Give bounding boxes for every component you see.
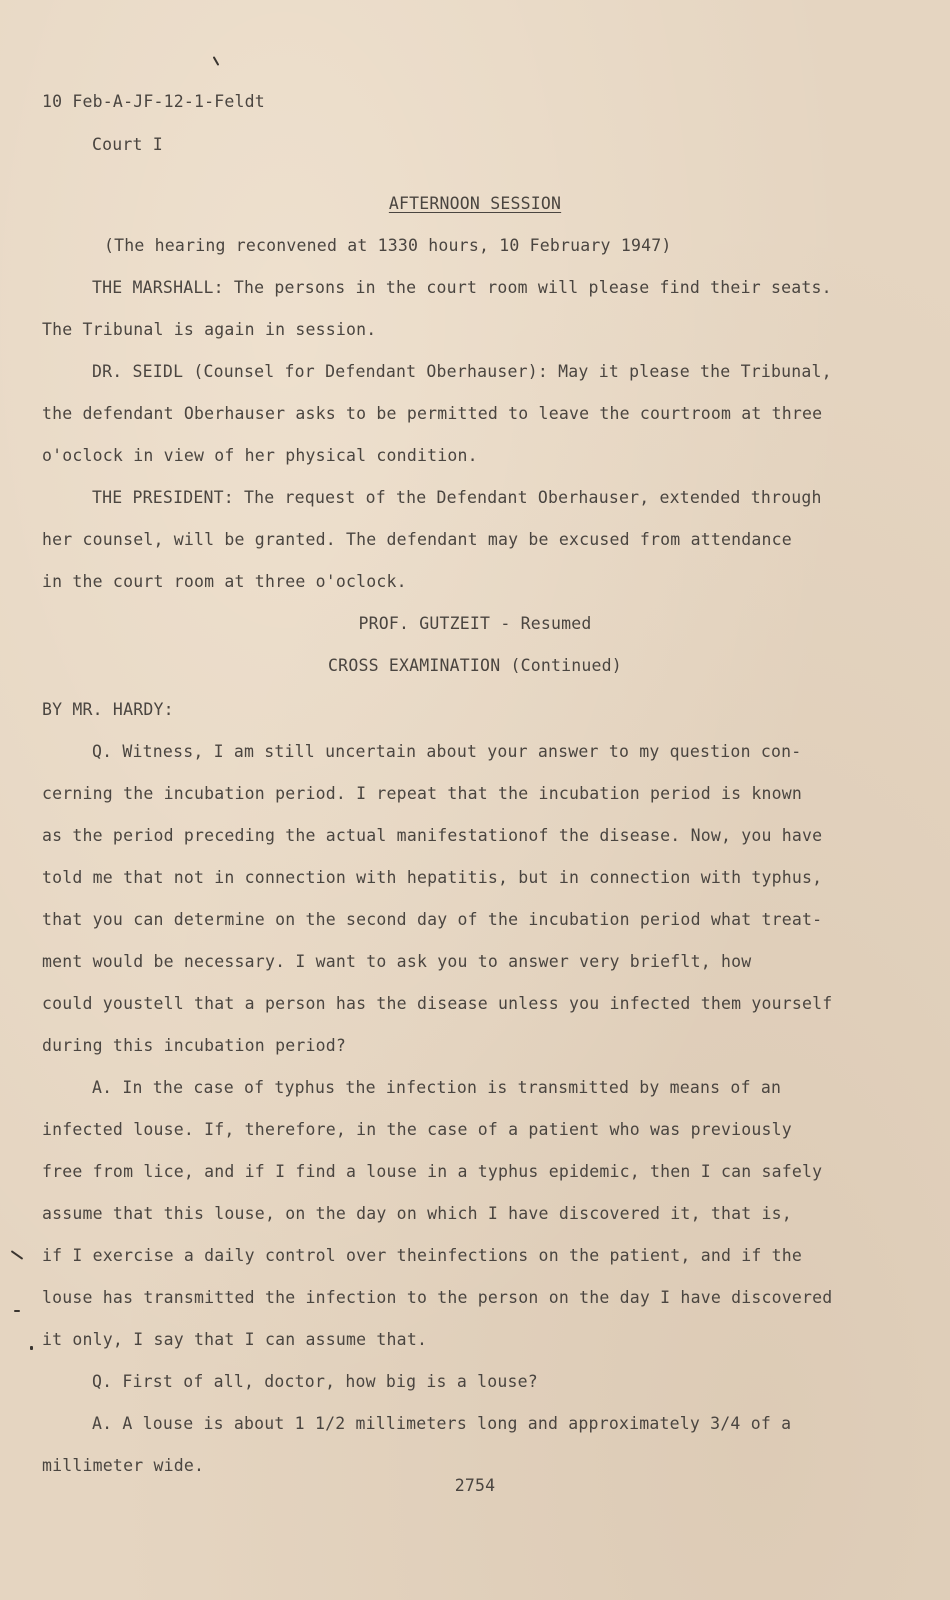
text-line: o'oclock in view of her physical condition. [42, 446, 478, 465]
text-line: A. A louse is about 1 1/2 millimeters long and approximately 3/4 of a [92, 1414, 792, 1433]
page-number: 2754 [454, 1476, 496, 1495]
examiner-label: BY MR. HARDY: [42, 700, 174, 719]
text-line: assume that this louse, on the day on which I have discovered it, that is, [42, 1204, 792, 1223]
text-line: THE PRESIDENT: The request of the Defendant Oberhauser, extended through [92, 488, 822, 507]
document-id: 10 Feb-A-JF-12-1-Feldt [42, 92, 265, 111]
text-line: if I exercise a daily control over theinfections on the patient, and if the [42, 1246, 803, 1265]
text-line: ment would be necessary. I want to ask you to answer very brieflt, how [42, 952, 752, 971]
text-line: (The hearing reconvened at 1330 hours, 10 February 1947) [104, 236, 672, 255]
examination-heading: CROSS EXAMINATION (Continued) [328, 656, 622, 675]
text-line: DR. SEIDL (Counsel for Defendant Oberhauser): May it please the Tribunal, [92, 362, 832, 381]
text-line: Q. First of all, doctor, how big is a louse? [92, 1372, 538, 1391]
text-line: Q. Witness, I am still uncertain about your answer to my question con- [92, 742, 802, 761]
session-title: AFTERNOON SESSION [388, 194, 562, 213]
text-line: in the court room at three o'oclock. [42, 572, 407, 591]
text-line: cerning the incubation period. I repeat that the incubation period is known [42, 784, 803, 803]
court-label: Court I [92, 135, 163, 154]
text-line: A. In the case of typhus the infection is transmitted by means of an [92, 1078, 782, 1097]
text-line: her counsel, will be granted. The defendant may be excused from attendance [42, 530, 792, 549]
text-line: infected louse. If, therefore, in the case of a patient who was previously [42, 1120, 792, 1139]
witness-heading: PROF. GUTZEIT - Resumed [358, 614, 592, 633]
ink-mark [30, 1346, 33, 1350]
ink-mark [213, 56, 220, 66]
text-line: it only, I say that I can assume that. [42, 1330, 428, 1349]
text-line: the defendant Oberhauser asks to be permitted to leave the courtroom at three [42, 404, 823, 423]
text-line: could youstell that a person has the disease unless you infected them yourself [42, 994, 833, 1013]
text-line: as the period preceding the actual manifestationof the disease. Now, you have [42, 826, 823, 845]
ink-mark [14, 1310, 20, 1312]
text-line: free from lice, and if I find a louse in a typhus epidemic, then I can safely [42, 1162, 823, 1181]
text-line: during this incubation period? [42, 1036, 347, 1055]
text-line: told me that not in connection with hepatitis, but in connection with typhus, [42, 868, 823, 887]
text-line: that you can determine on the second day of the incubation period what treat- [42, 910, 823, 929]
text-line: louse has transmitted the infection to the person on the day I have discovered [42, 1288, 833, 1307]
ink-mark [11, 1250, 24, 1260]
text-line: THE MARSHALL: The persons in the court room will please find their seats. [92, 278, 832, 297]
text-line: millimeter wide. [42, 1456, 205, 1475]
text-line: The Tribunal is again in session. [42, 320, 377, 339]
